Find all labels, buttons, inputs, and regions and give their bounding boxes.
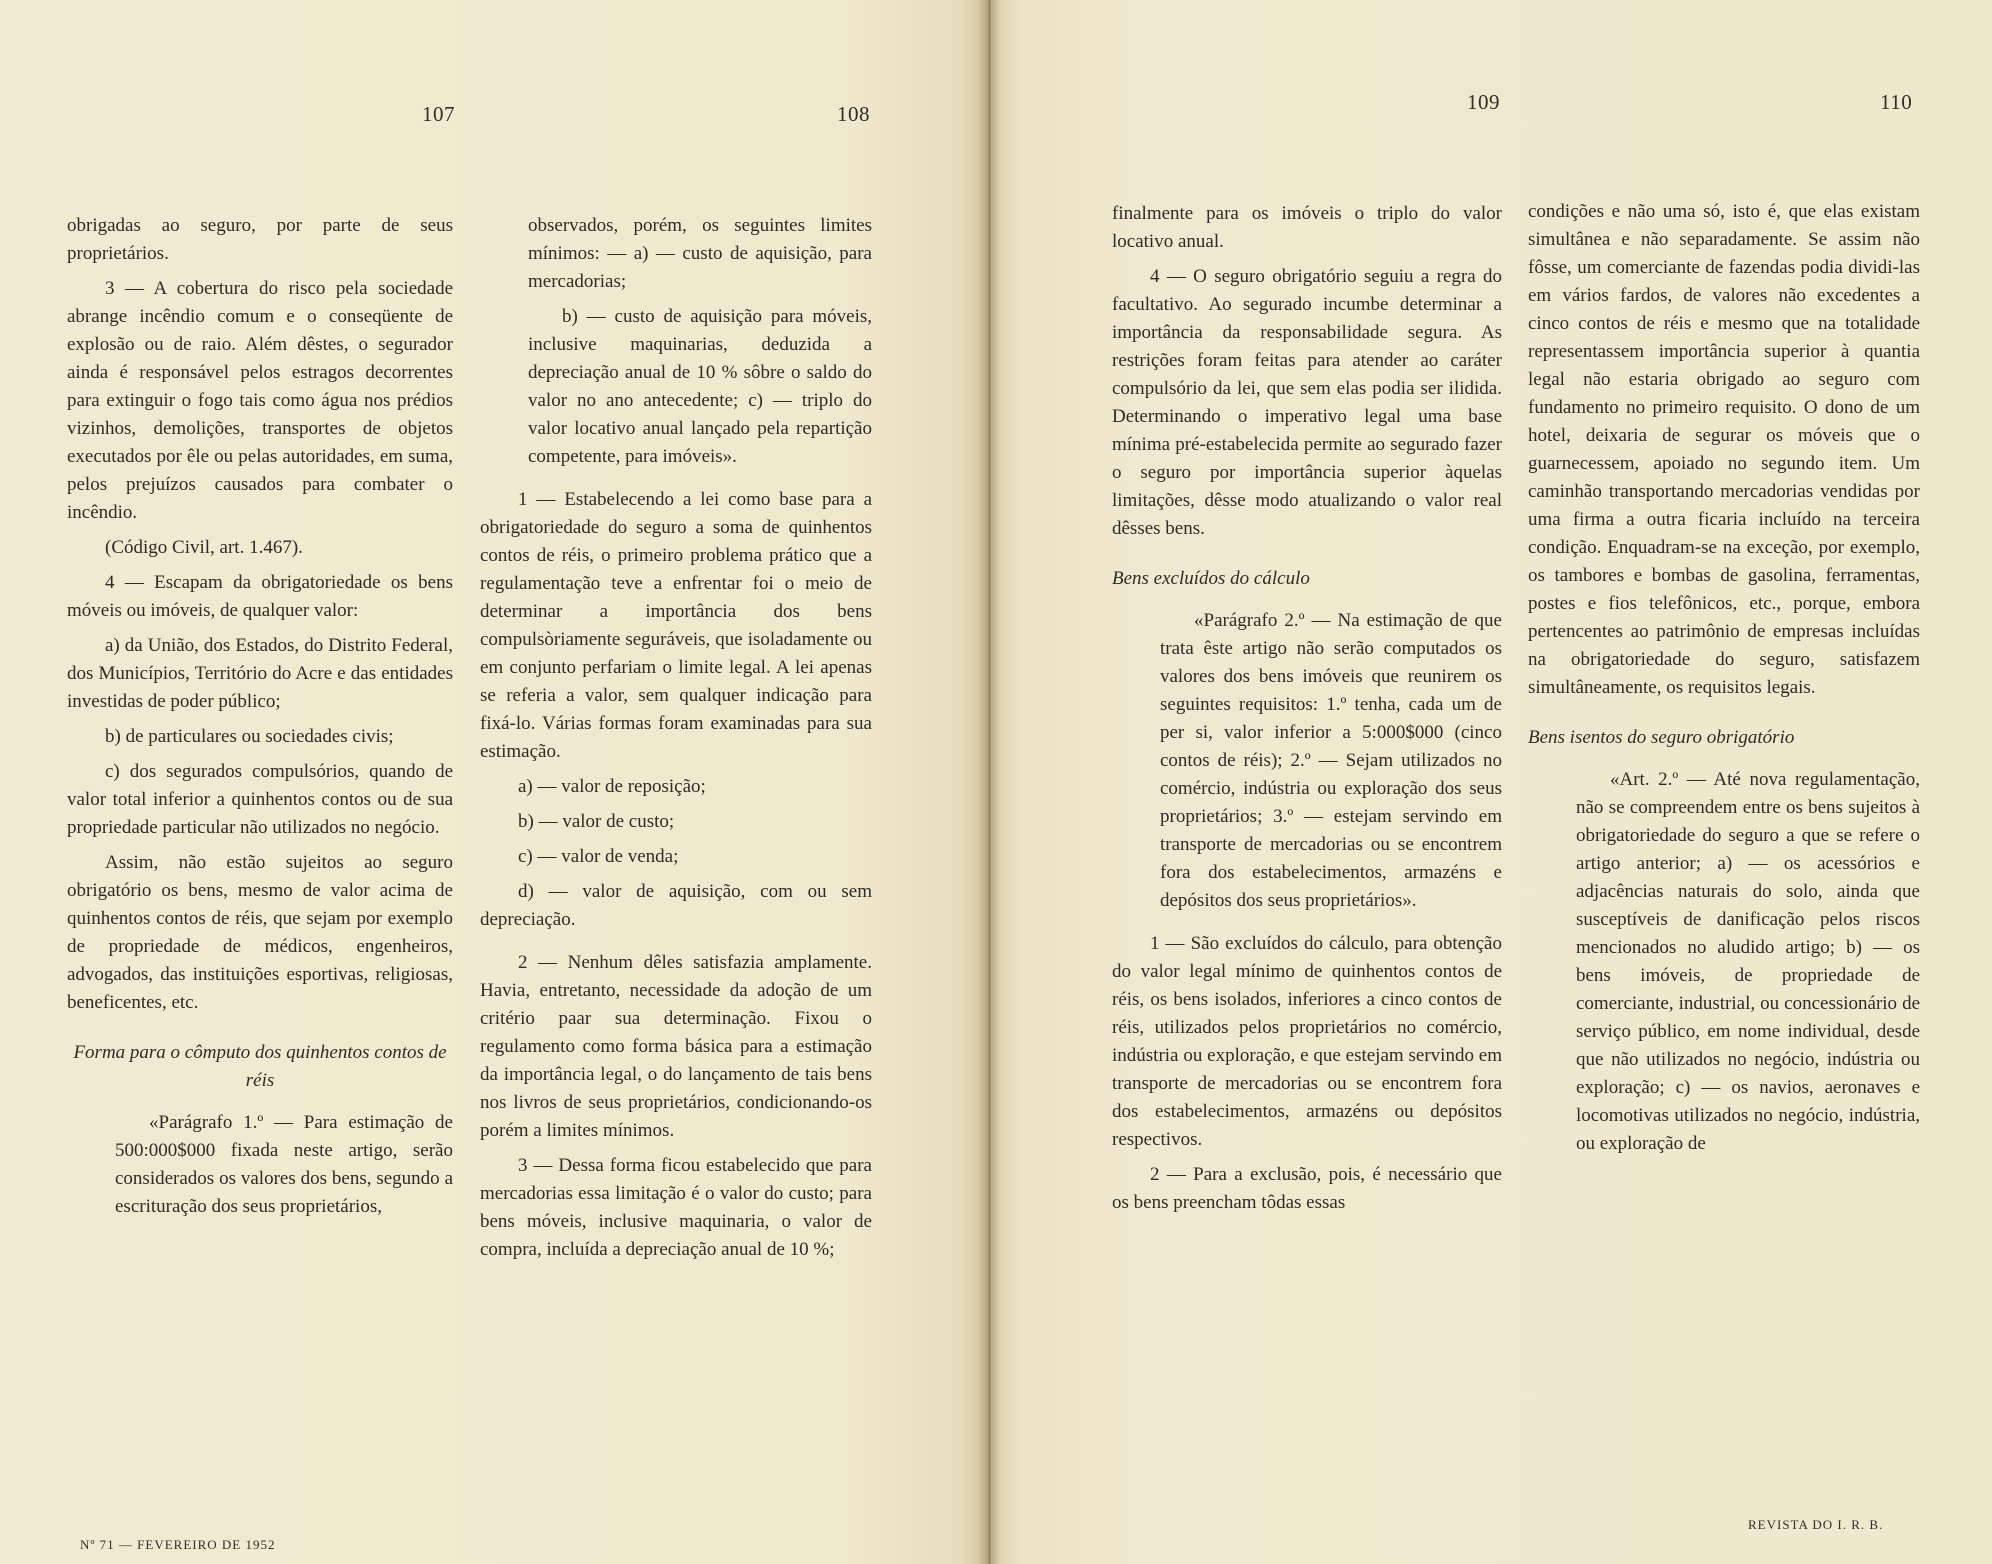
paragraph: 3 — Dessa forma ficou estabelecido que para mercadorias essa limitação é o valor do custo; para bens móveis, inclusive maquinaria, o valor de compra, incluída a depreciação anual de 10 %; — [480, 1155, 872, 1260]
paragraph: Assim, não estão sujeitos ao seguro obrigatório os bens, mesmo de valor acima de quinhentos contos de réis, que sejam por exemplo de propriedade de médicos, engenheiros, advogados, das instituições esportivas, religiosas, beneficentes, etc. — [67, 852, 453, 1013]
paragraph: 4 — O seguro obrigatório seguiu a regra do facultativo. Ao segurado incumbe determinar a importância da responsabilidade segura. As restrições foram feitas para atender ao caráter compulsório da lei, que sem elas podia ser ilidida. Determinando o imperativo legal uma base mínima pré-estabelecida permite ao segurado fazer o seguro por importância superior àquelas limitações, dêsse modo atualizando o valor real dêsses bens. — [1112, 266, 1502, 539]
column-page-110 — [1528, 198, 1920, 1165]
section-heading: Bens isentos do seguro obrigatório — [1528, 727, 1795, 748]
paragraph: 1 — Estabelecendo a lei como base para a obrigatoriedade do seguro a soma de quinhentos contos de réis, o primeiro problema prático que a regulamentação teve a enfrentar foi o meio de determinar a importância dos bens compulsòriamente seguráveis, que isoladamente ou em conjunto perfariam o limite legal. A lei apenas se referia a valor, sem qualquer indicação para fixá-lo. Várias formas foram examinadas para sua estimação. — [480, 489, 872, 762]
paragraph-gap — [480, 941, 872, 949]
paragraph-gap — [480, 478, 872, 486]
paragraph: a) — valor de reposição; — [518, 776, 706, 797]
footer-issue: Nº 71 — FEVEREIRO DE 1952 — [80, 1537, 276, 1552]
book-gutter — [978, 0, 1000, 1564]
paragraph: 3 — A cobertura do risco pela sociedade abrange incêndio comum e o conseqüente de explosão ou de raio. Além dêstes, o segurador ainda é responsável pelos estragos decorrentes para extinguir o fogo tais como água nos prédios vizinhos, demolições, transportes de objetos executados por êle ou pelas autoridades, em suma, pelos prejuízos causados para combater o incêndio. — [67, 278, 453, 523]
footer-journal: REVISTA DO I. R. B. — [1748, 1517, 1884, 1532]
paragraph: observados, porém, os seguintes limites mínimos: — a) — custo de aquisição, para mercadorias; — [528, 215, 872, 292]
page-number-110: 110 — [1880, 90, 1913, 114]
page-number-109: 109 — [1467, 90, 1500, 114]
section-heading: Forma para o cômputo dos quinhentos contos de réis — [73, 1042, 447, 1091]
paragraph: 4 — Escapam da obrigatoriedade os bens móveis ou imóveis, de qualquer valor: — [67, 572, 453, 621]
paragraph: d) — valor de aquisição, com ou sem depreciação. — [480, 881, 872, 930]
column-page-107 — [67, 212, 453, 1228]
paragraph: c) — valor de venda; — [518, 846, 679, 867]
column-page-109 — [1112, 200, 1502, 1224]
paragraph: condições e não uma só, isto é, que elas existam simultânea e não separadamente. Se assim não fôsse, um comerciante de fazendas podia dividi-las em vários fardos, de valores não excedentes a cinco contos de réis e mesmo que na totalidade representassem importância superior à quantia legal não estaria obrigado ao seguro com fundamento no primeiro requisito. O dono de um hotel, deixaria de segurar os móveis que o guarnecessem, apoiado no segundo item. Um caminhão transportando mercadorias vendidas por uma firma a outra ficaria incluído na terceira condição. Enquadram-se na exceção, por exemplo, os tambores e bombas de gasolina, ferramentas, postes e fios telefônicos, etc., porque, embora pertencentes ao patrimônio de empresas incluídas na obrigatoriedade do seguro, satisfazem simultâneamente, os requisitos legais. — [1528, 201, 1920, 698]
paragraph: obrigadas ao seguro, por parte de seus proprietários. — [67, 215, 453, 264]
paragraph: finalmente para os imóveis o triplo do valor locativo anual. — [1112, 203, 1502, 252]
page-number-107: 107 — [422, 102, 455, 126]
paragraph: 2 — Nenhum dêles satisfazia amplamente. Havia, entretanto, necessidade da adoção de um critério paar sua determinação. Fixou o regulamento como forma básica para a estimação da importância legal, o do lançamento de tais bens nos livros de seus proprietários, condicionando-os porém a limites mínimos. — [480, 952, 872, 1141]
paragraph: 2 — Para a exclusão, pois, é necessário que os bens preencham tôdas essas — [1112, 1164, 1502, 1213]
paragraph-gap — [1112, 922, 1502, 930]
paragraph: «Art. 2.º — Até nova regulamentação, não se compreendem entre os bens sujeitos à obrigatoriedade do seguro a que se refere o artigo anterior; a) — os acessórios e adjacências naturais do solo, ainda que susceptíveis de danificação pelos riscos mencionados no aludido artigo; b) — os bens imóveis, de propriedade de comerciante, industrial, ou concessionário de serviço público, em nome individual, desde que não utilizados no negócio, indústria ou exploração; c) — os navios, aeronaves e locomotivas utilizados no negócio, indústria, ou exploração de — [1576, 769, 1920, 1154]
paragraph: «Parágrafo 1.º — Para estimação de 500:000$000 fixada neste artigo, serão considerados os valores dos bens, segundo a escrituração dos seus proprietários, — [115, 1112, 453, 1217]
section-heading: Bens excluídos do cálculo — [1112, 568, 1310, 589]
paragraph: b) de particulares ou sociedades civis; — [105, 726, 394, 747]
column-page-108 — [480, 212, 872, 1271]
paragraph: a) da União, dos Estados, do Distrito Federal, dos Municípios, Território do Acre e das entidades investidas de poder público; — [67, 635, 453, 712]
paragraph: «Parágrafo 2.º — Na estimação de que trata êste artigo não serão computados os valores dos bens imóveis que reunirem os seguintes requisitos: 1.º tenha, cada um de per si, valor inferior a 5:000$000 (cinco contos de réis); 2.º — Sejam utilizados no comércio, indústria ou exploração dos seus proprietários; 3.º — estejam servindo em transporte de mercadorias ou se encontrem fora dos estabelecimentos, armazéns e depósitos dos seus proprietários». — [1160, 610, 1502, 911]
page-number-108: 108 — [837, 102, 870, 126]
paragraph: 1 — São excluídos do cálculo, para obtenção do valor legal mínimo de quinhentos contos de réis, os bens isolados, inferiores a cinco contos de réis, utilizados pelos proprietários no comércio, indústria ou exploração, e que estejam servindo em transporte de mercadorias ou se encontrem fora dos estabelecimentos, armazéns ou depósitos respectivos. — [1112, 933, 1502, 1150]
paragraph: c) dos segurados compulsórios, quando de valor total inferior a quinhentos contos ou de sua propriedade particular não utilizados no negócio. — [67, 761, 453, 838]
paragraph: (Código Civil, art. 1.467). — [105, 537, 303, 558]
paragraph: b) — custo de aquisição para móveis, inclusive maquinarias, deduzida a depreciação anual de 10 % sôbre o saldo do valor no ano antecedente; c) — triplo do valor locativo anual lançado pela repartição competente, para imóveis». — [528, 306, 872, 467]
paragraph: b) — valor de custo; — [518, 811, 675, 832]
